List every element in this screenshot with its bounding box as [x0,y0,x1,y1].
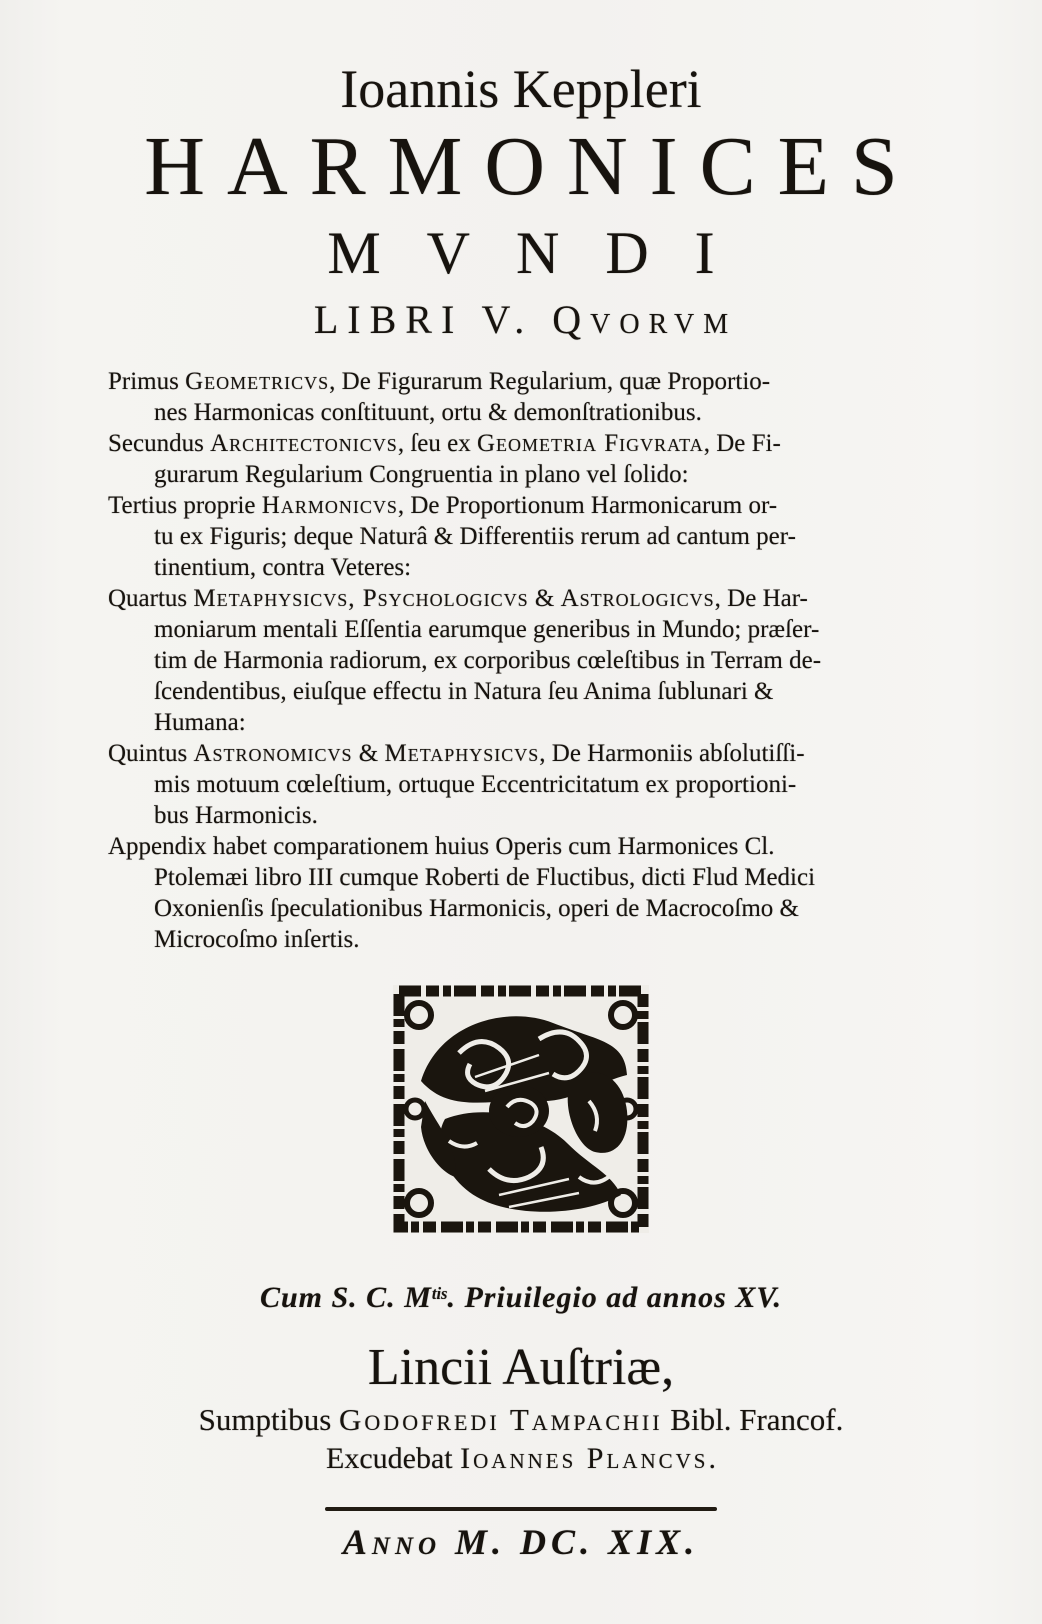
imprint-year: Anno M. DC. XIX. [342,1521,700,1562]
imprint-printer: Excudebat Ioannes Plancvs. [326,1442,716,1476]
woodcut-ornament-icon [389,981,653,1237]
book-title-main: HARMONICES [144,120,920,214]
author-name: Ioannis Keppleri [340,59,702,119]
book-entry-quintus: Quintus Astronomicvs & Metaphysicvs, De Harmoniis abſolutiſſi- mis motuum cœleſtium, ortuque Eccentricitatum ex proportioni- bus Harmonicis. [108,739,805,829]
imprint-place: Lincii Auſtriæ, [367,1339,675,1397]
book-entry-primus: Primus Geometricvs, De Figurarum Regularium, quæ Proportio- nes Harmonicas conſtituunt, ortu & demonſtrationibus. [108,367,771,426]
book-contents-list [108,366,943,955]
book-entry-quartus: Quartus Metaphysicvs, Psychologicvs & Astrologicvs, De Har- moniarum mentali Eſſentia earumque generibus in Mundo; præſer- tim de Harmonia radiorum, ex corporibus cœleſtibus in Terram de- ſcendentibus, eiuſque effectu in Natura ſeu Anima ſublunari & Humana: [108,584,822,736]
book-entry-secundus: Secundus Architectonicvs, ſeu ex Geometria Figvrata, De Fi- gurarum Regularium Congruentia in plano vel ſolido: [108,429,781,488]
book-title-sub: MVNDI [327,219,761,286]
divider-rule [325,1507,717,1511]
imprint-publisher: Sumptibus Godofredi Tampachii Bibl. Francof. [198,1402,844,1438]
book-entry-appendix: Appendix habet comparationem huius Operis cum Harmonices Cl. Ptolemæi libro III cumque Roberti de Fluctibus, dicti Flud Medici Oxonienſis ſpeculationibus Harmonicis, operi de Macrocoſmo & Microcoſmo inſertis. [108,832,816,953]
privilege-notice: Cum S. C. $M^{tis}$. Priuilegio ad annos XV. [259,1280,783,1314]
libri-quorum-heading: LIBRI V. Qvorvm [313,296,738,342]
book-entry-tertius: Tertius proprie Harmonicvs, De Proportionum Harmonicarum or- tu ex Figuris; deque Naturâ & Differentiis rerum ad cantum per- tinentium, contra Veteres: [108,491,796,581]
